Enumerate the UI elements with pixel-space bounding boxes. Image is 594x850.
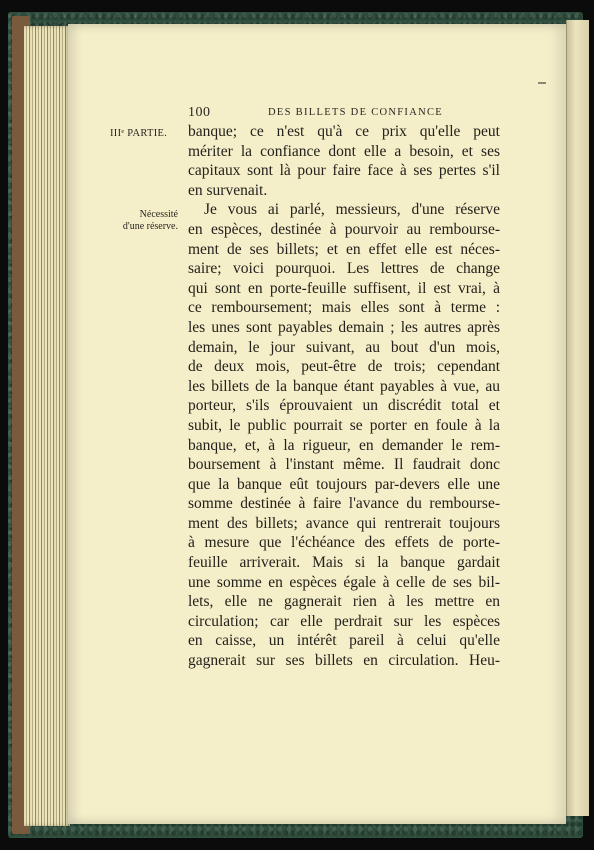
page-stack-edges (24, 26, 70, 826)
body-text (188, 122, 500, 671)
text-line: mériter la confiance dont elle a besoin, et ses (188, 142, 500, 160)
text-line: gagnerait sur ses billets en circulation. Heu- (188, 652, 500, 670)
text-line: somme destinée à faire l'avance du rembourse- (188, 495, 500, 513)
text-line: saire; voici pourquoi. Les lettres de change (188, 260, 500, 278)
margin-note-part: IIIᵉ PARTIE. (110, 128, 168, 139)
facing-page-edge (566, 20, 589, 816)
running-title: DES BILLETS DE CONFIANCE (268, 107, 443, 118)
text-line: circulation; car elle perdrait sur les espèces (188, 612, 500, 630)
text-line: les unes sont payables demain ; les autres après (188, 318, 500, 336)
margin-note-line: d'une réserve. (122, 221, 178, 232)
text-line: en caisse, un intérêt pareil à celui qu'elle (188, 632, 500, 650)
text-line: lets, elle ne gagnerait rien à les mettre en (188, 593, 500, 611)
text-line: Je vous ai parlé, messieurs, d'une réserve (204, 201, 500, 219)
text-line: boursement à l'instant même. Il faudrait donc (188, 456, 500, 474)
text-line: banque, et, à la rigueur, en demander le rem- (188, 436, 500, 454)
margin-note-line: Nécessité (139, 209, 178, 220)
text-line: porteur, s'ils éprouvaient un discrédit total et (188, 397, 500, 415)
page-number: 100 (188, 105, 211, 120)
text-line: les billets de la banque étant payables à vue, au (188, 377, 500, 395)
text-line: de deux mois, peut-être de trois; cependant (188, 358, 500, 376)
text-line: en espèces, destinée à pourvoir au rembourse- (188, 220, 500, 238)
text-line: qui sont en porte-feuille suffisent, il est vrai, à (188, 279, 500, 297)
text-line: subit, le public pourrait se porter en foule à la (188, 416, 500, 434)
text-line: ce remboursement; mais elles sont à terme : (188, 299, 500, 317)
margin-note-reserve (100, 209, 178, 233)
text-line: à mesure que l'échéance des effets de porte- (188, 534, 500, 552)
text-line: banque; ce n'est qu'à ce prix qu'elle peut (188, 123, 500, 140)
text-line: capitaux sont là pour faire face à ses pertes s'il (188, 162, 500, 180)
text-line: que la banque eût toujours par-devers elle une (188, 475, 500, 493)
text-line: feuille arriverait. Mais si la banque gardait (188, 554, 500, 572)
text-line: demain, le jour suivant, au bout d'un mois, (188, 338, 500, 356)
text-line: une somme en espèces égale à celle de ses bil- (188, 573, 500, 591)
text-line: en survenait. (188, 181, 268, 199)
page-mark (538, 82, 546, 84)
text-line: ment de ses billets; et en effet elle est néces- (188, 240, 500, 258)
text-line: ment des billets; avance qui rentrerait toujours (188, 514, 500, 532)
